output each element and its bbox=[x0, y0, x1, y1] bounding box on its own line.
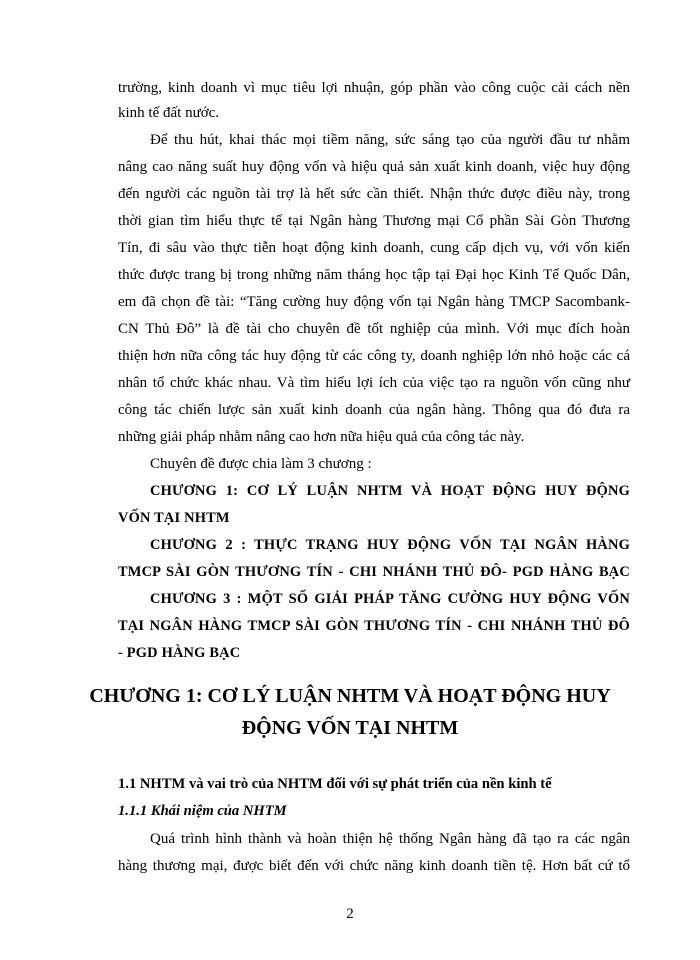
para2-line-9: thiện hơn nữa công tác huy động từ các công ty, doanh nghiệp lớn nhỏ hoặc các cá bbox=[118, 348, 630, 364]
page-number: 2 bbox=[346, 906, 354, 922]
chapter-list-line-4: TMCP SÀI GÒN THƯƠNG TÍN - CHI NHÁNH THỦ ĐÔ- PGD HÀNG BẠC bbox=[118, 564, 630, 580]
chapter-list-line-6: TẠI NGÂN HÀNG TMCP SÀI GÒN THƯƠNG TÍN - CHI NHÁNH THỦ ĐÔ bbox=[118, 618, 630, 634]
para2-line-1: Để thu hút, khai thác mọi tiềm năng, sức sáng tạo của người đầu tư nhằm bbox=[150, 132, 630, 148]
para2-line-12: những giải pháp nhằm nâng cao hơn nữa hiệu quả của công tác này. bbox=[118, 429, 525, 445]
para2-line-2: nâng cao năng suất huy động vốn và hiệu quả sản xuất kinh doanh, việc huy động bbox=[118, 159, 630, 175]
chapter-heading-line-2: ĐỘNG VỐN TẠI NHTM bbox=[241, 717, 459, 739]
para2-line-11: công tác chiến lược sản xuất kinh doanh của ngân hàng. Thông qua đó đưa ra bbox=[118, 402, 630, 418]
intro-line-2: kinh tế đất nước. bbox=[118, 105, 220, 121]
chapters-intro: Chuyên đề được chia làm 3 chương : bbox=[150, 456, 372, 472]
para2-line-5: Tín, đi sâu vào thực tiễn hoạt động kinh doanh, cung cấp dịch vụ, với vốn kiến bbox=[118, 240, 630, 256]
final-line-1: Quá trình hình thành và hoàn thiện hệ thống Ngân hàng đã tạo ra các ngân bbox=[150, 831, 630, 847]
chapter-list-line-1: CHƯƠNG 1: CƠ LÝ LUẬN NHTM VÀ HOẠT ĐỘNG HUY ĐỘNG bbox=[150, 483, 630, 499]
para2-line-8: CN Thủ Đô” là đề tài cho chuyên đề tốt nghiệp của mình. Với mục đích hoàn bbox=[118, 321, 630, 337]
subsection-heading: 1.1.1 Khái niệm của NHTM bbox=[118, 803, 287, 819]
para2-line-6: thức được trang bị trong những năm tháng học tập tại Đại học Kinh Tế Quốc Dân, bbox=[118, 267, 630, 283]
para2-line-4: thời gian tìm hiểu thực tế tại Ngân hàng Thương mại Cổ phần Sài Gòn Thương bbox=[118, 213, 630, 229]
section-heading: 1.1 NHTM và vai trò của NHTM đối với sự phát triển của nền kinh tế bbox=[118, 776, 552, 792]
chapter-list-line-7: - PGD HÀNG BẠC bbox=[118, 645, 241, 661]
final-line-2: hàng thương mại, được biết đến với chức năng kinh doanh tiền tệ. Hơn bất cứ tổ bbox=[118, 858, 630, 874]
para2-line-3: đến người các nguồn tài trợ là hết sức cần thiết. Nhận thức được điều này, trong bbox=[118, 186, 630, 202]
chapter-list-line-2: VỐN TẠI NHTM bbox=[118, 510, 230, 526]
para2-line-7: em đã chọn đề tài: “Tăng cường huy động vốn tại Ngân hàng TMCP Sacombank- bbox=[118, 294, 630, 310]
chapter-list-line-5: CHƯƠNG 3 : MỘT SỐ GIẢI PHÁP TĂNG CƯỜNG HUY ĐỘNG VỐN bbox=[150, 591, 630, 607]
para2-line-10: nhân tổ chức khác nhau. Và tìm hiểu lợi ích của việc tạo ra nguồn vốn cũng như bbox=[118, 375, 630, 391]
intro-line-1: trường, kinh doanh vì mục tiêu lợi nhuận, góp phần vào công cuộc cải cách nền bbox=[118, 80, 630, 96]
chapter-heading-line-1: CHƯƠNG 1: CƠ LÝ LUẬN NHTM VÀ HOẠT ĐỘNG HUY bbox=[89, 685, 611, 707]
chapter-list-line-3: CHƯƠNG 2 : THỰC TRẠNG HUY ĐỘNG VỐN TẠI NGÂN HÀNG bbox=[150, 537, 630, 553]
